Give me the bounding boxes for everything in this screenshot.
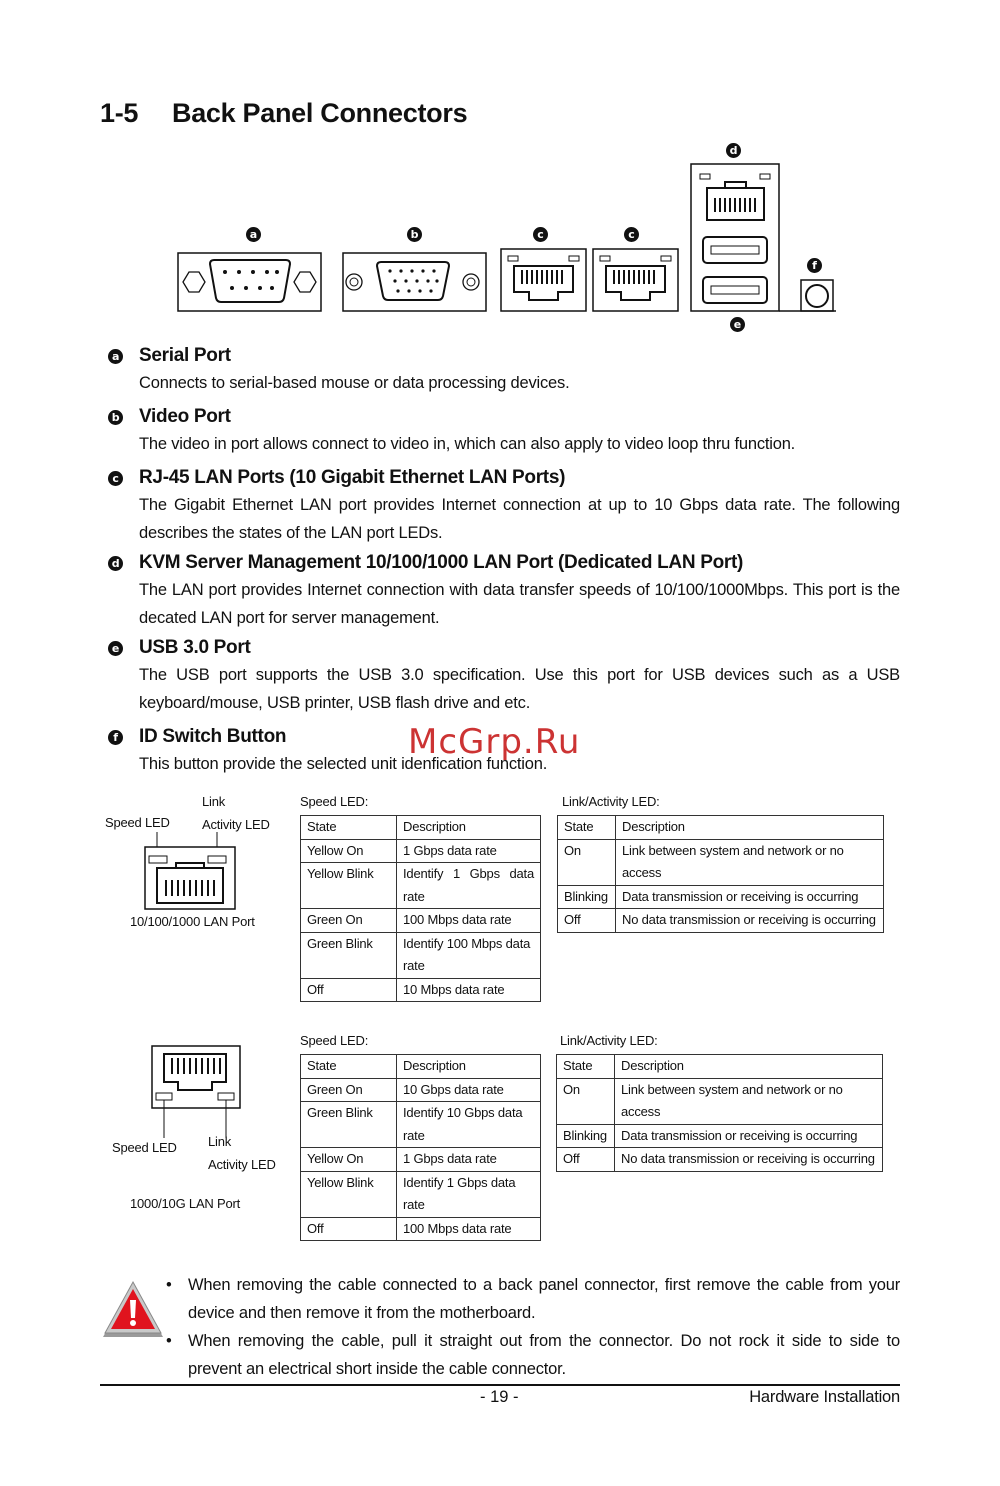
lan-10g-port-diagram [140, 1040, 250, 1140]
speed-led-table-title: Speed LED: [300, 1033, 369, 1048]
lan-port-2-drawing [593, 249, 678, 311]
table-cell: Description [397, 816, 541, 840]
table-cell: No data transmission or receiving is occurring [616, 909, 884, 933]
table-cell: Green On [301, 1078, 397, 1102]
lan-1000-port-diagram [130, 832, 250, 914]
port-caption: 1000/10G LAN Port [130, 1196, 241, 1211]
page-number: - 19 - [480, 1388, 519, 1406]
section-kvm-lan [108, 552, 900, 632]
table-cell: State [301, 816, 397, 840]
table-cell: Identify 100 Mbps data rate [397, 932, 541, 978]
warning-item: • When removing the cable, pull it straight out from the connector. Do not rock it side to side to prevent an electrical short inside the cable connector. [166, 1327, 900, 1383]
speed-led-table-1 [300, 815, 541, 1002]
section-bullet: a [108, 349, 123, 364]
table-cell: Identify 10 Gbps data rate [397, 1102, 541, 1148]
table-row [301, 839, 541, 863]
table-cell: Data transmission or receiving is occurring [615, 1124, 883, 1148]
table-cell: Off [557, 1148, 615, 1172]
speed-led-label: Speed LED [105, 815, 170, 830]
section-heading: Serial Port [139, 345, 231, 366]
table-cell: On [557, 1078, 615, 1124]
section-heading: USB 3.0 Port [139, 637, 251, 658]
section-usb30 [108, 637, 900, 717]
link-led-table-title: Link/Activity LED: [562, 794, 660, 809]
table-cell: Link between system and network or no access [615, 1078, 883, 1124]
table-cell: 1 Gbps data rate [397, 1148, 541, 1172]
table-row [301, 1055, 541, 1079]
footer-section-name: Hardware Installation [749, 1388, 900, 1406]
table-cell: Blinking [558, 885, 616, 909]
table-cell: Description [616, 816, 884, 840]
table-row [301, 1217, 541, 1241]
section-heading: ID Switch Button [139, 726, 287, 747]
table-row [558, 816, 884, 840]
table-row [557, 1124, 883, 1148]
table-row [301, 1078, 541, 1102]
table-cell: No data transmission or receiving is occurring [615, 1148, 883, 1172]
table-row [301, 1171, 541, 1217]
table-row [301, 1102, 541, 1148]
table-row [558, 839, 884, 885]
section-body: Connects to serial-based mouse or data processing devices. [139, 374, 570, 392]
table-row [558, 885, 884, 909]
table-cell: Green On [301, 909, 397, 933]
table-cell: Yellow Blink [301, 1171, 397, 1217]
speed-led-table-2 [300, 1054, 541, 1241]
marker-e: e [730, 317, 745, 332]
section-heading: KVM Server Management 10/100/1000 LAN Port (Dedicated LAN Port) [139, 552, 744, 573]
section-bullet: c [108, 471, 123, 486]
watermark: McGrp.Ru [408, 722, 581, 762]
id-switch-drawing [779, 280, 836, 311]
footer-divider [100, 1384, 900, 1386]
warning-item: • When removing the cable connected to a back panel connector, first remove the cable from your device and then remove it from the motherboard. [166, 1271, 900, 1327]
marker-d: d [726, 143, 741, 158]
section-number: 1-5 [100, 98, 139, 128]
link-led-table-title: Link/Activity LED: [560, 1033, 658, 1048]
marker-c-2: c [624, 227, 639, 242]
section-body: The Gigabit Ethernet LAN port provides Internet connection at up to 10 Gbps data rate. The following describes the states of the LAN port LEDs. [139, 496, 900, 542]
table-cell: Off [558, 909, 616, 933]
section-body: This button provide the selected unit idenfication function. [139, 755, 548, 773]
table-cell: Yellow Blink [301, 863, 397, 909]
link-led-table-2 [556, 1054, 883, 1172]
table-row [301, 816, 541, 840]
marker-f: f [807, 258, 822, 273]
table-row [301, 1148, 541, 1172]
page-title [100, 98, 467, 129]
table-cell: On [558, 839, 616, 885]
section-heading: Video Port [139, 406, 231, 427]
table-cell: State [558, 816, 616, 840]
speed-led-label: Speed LED [112, 1140, 177, 1155]
table-row [557, 1148, 883, 1172]
section-body: The video in port allows connect to video in, which can also apply to video loop thru function. [139, 435, 796, 453]
table-row [557, 1055, 883, 1079]
activity-led-label: Activity LED [202, 817, 270, 832]
table-cell: Yellow On [301, 1148, 397, 1172]
link-label: Link [202, 794, 226, 809]
kvm-usb-stack-drawing [691, 164, 779, 311]
table-cell: Identify 1 Gbps data rate [397, 1171, 541, 1217]
link-led-table-1 [557, 815, 884, 933]
table-cell: Link between system and network or no access [616, 839, 884, 885]
link-label: Link [208, 1134, 232, 1149]
section-body: The LAN port provides Internet connection with data transfer speeds of 10/100/1000Mbps. This port is the decated LAN port for server management. [139, 581, 900, 627]
table-cell: 100 Mbps data rate [397, 1217, 541, 1241]
marker-b: b [407, 227, 422, 242]
table-cell: Description [615, 1055, 883, 1079]
section-heading: RJ-45 LAN Ports (10 Gigabit Ethernet LAN Ports) [139, 467, 566, 488]
table-cell: Identify 1 Gbps data rate [397, 863, 541, 909]
table-cell: Data transmission or receiving is occurring [616, 885, 884, 909]
section-bullet: d [108, 556, 123, 571]
table-row [558, 909, 884, 933]
table-row [301, 909, 541, 933]
port-caption: 10/100/1000 LAN Port [130, 914, 255, 929]
table-cell: 1 Gbps data rate [397, 839, 541, 863]
section-bullet: b [108, 410, 123, 425]
table-cell: Yellow On [301, 839, 397, 863]
table-row [557, 1078, 883, 1124]
table-row [301, 932, 541, 978]
table-cell: Blinking [557, 1124, 615, 1148]
section-serial-port [108, 345, 900, 397]
section-video-port [108, 406, 900, 458]
speed-led-table-title: Speed LED: [300, 794, 369, 809]
section-body: The USB port supports the USB 3.0 specification. Use this port for USB devices such as a USB keyboard/mouse, USB printer, USB flash drive and etc. [139, 666, 900, 712]
section-title: Back Panel Connectors [172, 98, 468, 128]
section-rj45-lan [108, 467, 900, 547]
table-row [301, 863, 541, 909]
table-cell: Green Blink [301, 1102, 397, 1148]
table-cell: State [557, 1055, 615, 1079]
table-cell: Off [301, 1217, 397, 1241]
warning-icon [100, 1280, 166, 1340]
activity-led-label: Activity LED [208, 1157, 276, 1172]
serial-port-drawing [178, 253, 321, 311]
table-cell: 10 Mbps data rate [397, 978, 541, 1002]
table-cell: 10 Gbps data rate [397, 1078, 541, 1102]
warning-notes [166, 1271, 900, 1383]
section-bullet: f [108, 730, 123, 745]
video-port-drawing [343, 253, 486, 311]
table-row [301, 978, 541, 1002]
marker-c-1: c [533, 227, 548, 242]
table-cell: State [301, 1055, 397, 1079]
table-cell: Description [397, 1055, 541, 1079]
table-cell: Off [301, 978, 397, 1002]
marker-a: a [246, 227, 261, 242]
lan-port-1-drawing [501, 249, 586, 311]
table-cell: Green Blink [301, 932, 397, 978]
section-bullet: e [108, 641, 123, 656]
back-panel-diagram [170, 140, 850, 340]
table-cell: 100 Mbps data rate [397, 909, 541, 933]
